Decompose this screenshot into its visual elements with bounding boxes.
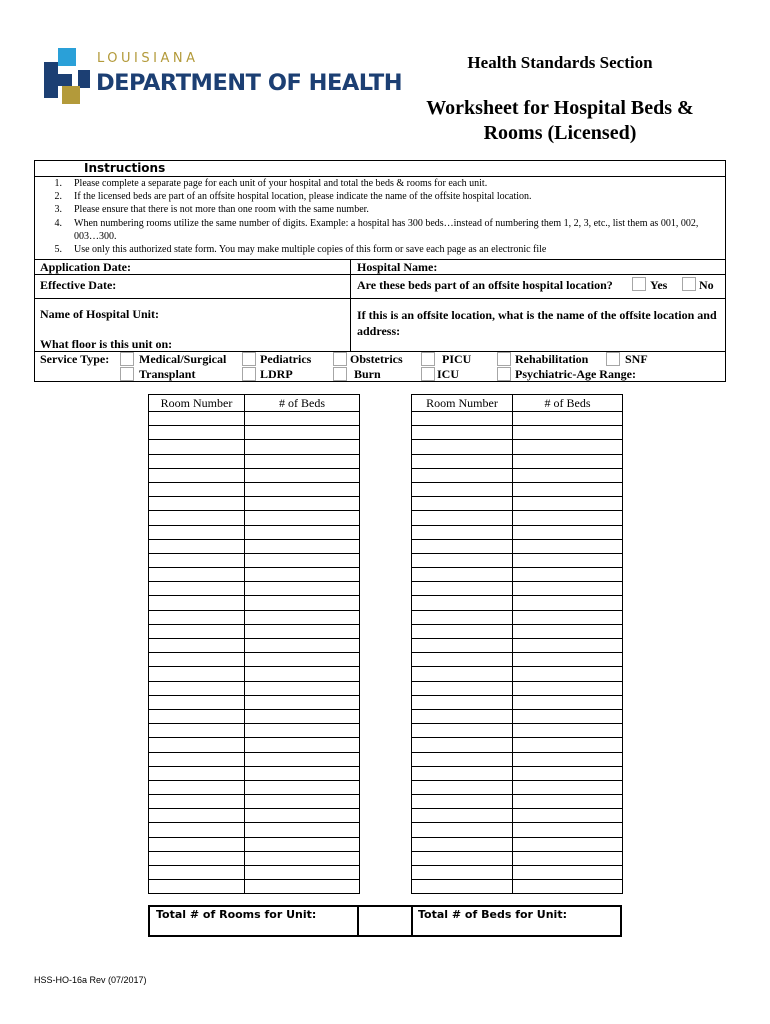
table-row	[149, 639, 360, 653]
service-type-label: Service Type:	[40, 352, 110, 366]
room-number-cell[interactable]	[149, 667, 245, 681]
room-number-cell[interactable]	[412, 539, 513, 553]
beds-cell[interactable]	[245, 795, 360, 809]
application-date-field[interactable]: Application Date:	[40, 260, 131, 274]
pediatrics-label: Pediatrics	[260, 352, 312, 366]
table-row	[149, 440, 360, 454]
beds-cell[interactable]	[245, 681, 360, 695]
beds-cell[interactable]	[513, 482, 623, 496]
beds-cell[interactable]	[245, 539, 360, 553]
logo-state-text: LOUISIANA	[97, 51, 199, 66]
room-number-cell[interactable]	[412, 624, 513, 638]
table-row	[149, 624, 360, 638]
table-row	[412, 511, 623, 525]
room-number-cell[interactable]	[412, 511, 513, 525]
total-rooms-input[interactable]	[357, 905, 413, 937]
room-number-cell[interactable]	[149, 709, 245, 723]
room-number-cell[interactable]	[412, 880, 513, 894]
room-number-cell[interactable]	[149, 766, 245, 780]
room-number-cell[interactable]	[412, 851, 513, 865]
beds-cell[interactable]	[245, 582, 360, 596]
table-row	[412, 667, 623, 681]
offsite-name-field[interactable]: If this is an offsite location, what is the name of the offsite location and address:	[357, 308, 717, 338]
rehabilitation-label: Rehabilitation	[515, 352, 589, 366]
table-row	[412, 582, 623, 596]
room-number-cell[interactable]	[412, 596, 513, 610]
total-rooms-label: Total # of Rooms for Unit:	[156, 908, 317, 921]
table-row	[412, 497, 623, 511]
beds-cell[interactable]	[245, 695, 360, 709]
beds-cell[interactable]	[245, 497, 360, 511]
room-number-cell[interactable]	[412, 667, 513, 681]
room-number-cell[interactable]	[149, 412, 245, 426]
room-number-cell[interactable]	[412, 582, 513, 596]
table-row	[149, 426, 360, 440]
beds-cell[interactable]	[513, 639, 623, 653]
room-number-cell[interactable]	[412, 809, 513, 823]
room-number-cell[interactable]	[149, 468, 245, 482]
instruction-item: 5. Use only this authorized state form. You may make multiple copies of this form or save each page as an electronic file	[54, 244, 547, 256]
burn-checkbox[interactable]	[333, 367, 347, 381]
table-row	[149, 766, 360, 780]
table-row	[412, 738, 623, 752]
beds-cell[interactable]	[513, 667, 623, 681]
beds-cell[interactable]	[513, 412, 623, 426]
beds-cell[interactable]	[513, 724, 623, 738]
room-number-cell[interactable]	[149, 568, 245, 582]
beds-cell[interactable]	[245, 709, 360, 723]
room-number-cell[interactable]	[149, 738, 245, 752]
table-row	[412, 596, 623, 610]
table-row	[149, 880, 360, 894]
beds-cell[interactable]	[513, 468, 623, 482]
beds-cell[interactable]	[245, 511, 360, 525]
document-title	[400, 96, 720, 146]
table-row	[149, 468, 360, 482]
table-row	[412, 426, 623, 440]
room-number-cell[interactable]	[149, 482, 245, 496]
room-number-cell[interactable]	[412, 795, 513, 809]
beds-cell[interactable]	[513, 681, 623, 695]
beds-cell[interactable]	[245, 866, 360, 880]
table-row	[149, 412, 360, 426]
total-beds-label: Total # of Beds for Unit:	[418, 908, 567, 921]
table-row	[412, 851, 623, 865]
room-number-cell[interactable]	[149, 624, 245, 638]
room-number-cell[interactable]	[149, 880, 245, 894]
table-row	[412, 709, 623, 723]
room-number-cell[interactable]	[149, 639, 245, 653]
table-row	[412, 780, 623, 794]
table-row	[412, 539, 623, 553]
picu-checkbox[interactable]	[421, 352, 435, 366]
document-title-line2: Rooms (Licensed)	[483, 122, 637, 144]
room-number-cell[interactable]	[149, 610, 245, 624]
table-row	[412, 752, 623, 766]
offsite-no-checkbox[interactable]	[682, 277, 696, 291]
table-row	[412, 809, 623, 823]
room-number-cell[interactable]	[149, 780, 245, 794]
beds-cell[interactable]	[513, 695, 623, 709]
snf-checkbox[interactable]	[606, 352, 620, 366]
room-number-cell[interactable]	[412, 752, 513, 766]
ldrp-checkbox[interactable]	[242, 367, 256, 381]
transplant-label: Transplant	[139, 367, 196, 381]
logo-gold-block	[62, 86, 80, 104]
beds-cell[interactable]	[513, 511, 623, 525]
table-row	[412, 695, 623, 709]
divider	[350, 259, 351, 351]
table-row	[412, 766, 623, 780]
room-number-cell[interactable]	[412, 568, 513, 582]
room-number-cell[interactable]	[412, 482, 513, 496]
beds-cell[interactable]	[245, 454, 360, 468]
floor-field[interactable]: What floor is this unit on:	[40, 337, 173, 351]
table-row	[149, 809, 360, 823]
room-number-cell[interactable]	[412, 525, 513, 539]
room-number-cell[interactable]	[412, 412, 513, 426]
beds-cell[interactable]	[513, 454, 623, 468]
table-row	[149, 752, 360, 766]
beds-cell[interactable]	[513, 525, 623, 539]
room-number-cell[interactable]	[149, 851, 245, 865]
beds-cell[interactable]	[245, 553, 360, 567]
offsite-no-label: No	[699, 278, 714, 292]
table-row	[412, 795, 623, 809]
beds-cell[interactable]	[513, 553, 623, 567]
table-row	[149, 837, 360, 851]
hospital-name-field[interactable]: Hospital Name:	[357, 260, 438, 274]
beds-cell[interactable]	[245, 823, 360, 837]
room-number-cell[interactable]	[149, 823, 245, 837]
beds-cell[interactable]	[245, 667, 360, 681]
instruction-item: 3. Please ensure that there is not more than one room with the same number.	[54, 204, 369, 216]
table-row	[149, 695, 360, 709]
instructions-list	[34, 177, 726, 256]
beds-cell[interactable]	[245, 412, 360, 426]
transplant-checkbox[interactable]	[120, 367, 134, 381]
room-number-cell[interactable]	[412, 440, 513, 454]
beds-cell[interactable]	[245, 724, 360, 738]
table-row	[412, 823, 623, 837]
room-table-right	[411, 394, 623, 894]
room-number-cell[interactable]	[149, 511, 245, 525]
table-row	[412, 610, 623, 624]
beds-cell[interactable]	[513, 653, 623, 667]
beds-cell[interactable]	[513, 851, 623, 865]
table-row	[412, 553, 623, 567]
table-row	[149, 681, 360, 695]
beds-cell[interactable]	[245, 596, 360, 610]
room-number-cell[interactable]	[149, 553, 245, 567]
beds-cell[interactable]	[513, 837, 623, 851]
snf-label: SNF	[625, 352, 648, 366]
room-number-cell[interactable]	[149, 795, 245, 809]
room-table-left	[148, 394, 360, 894]
room-number-cell[interactable]	[412, 553, 513, 567]
icu-label: ICU	[437, 367, 460, 381]
table-row	[149, 553, 360, 567]
room-number-cell[interactable]	[149, 809, 245, 823]
psychiatric-checkbox[interactable]	[497, 367, 511, 381]
room-number-cell[interactable]	[412, 639, 513, 653]
room-number-cell[interactable]	[412, 426, 513, 440]
room-number-cell[interactable]	[149, 582, 245, 596]
table-row	[412, 724, 623, 738]
table-row	[149, 582, 360, 596]
table-row	[149, 780, 360, 794]
room-number-cell[interactable]	[149, 866, 245, 880]
table-row	[149, 653, 360, 667]
beds-cell[interactable]	[245, 752, 360, 766]
room-number-cell[interactable]	[412, 866, 513, 880]
table-row	[149, 454, 360, 468]
table-row	[149, 511, 360, 525]
obstetrics-label: Obstetrics	[350, 352, 403, 366]
room-number-cell[interactable]	[149, 724, 245, 738]
room-number-cell[interactable]	[412, 468, 513, 482]
room-number-header: Room Number	[149, 395, 245, 412]
room-number-cell[interactable]	[149, 596, 245, 610]
room-number-cell[interactable]	[149, 539, 245, 553]
room-number-cell[interactable]	[412, 766, 513, 780]
offsite-yes-checkbox[interactable]	[632, 277, 646, 291]
room-number-cell[interactable]	[412, 738, 513, 752]
beds-cell[interactable]	[513, 809, 623, 823]
room-number-cell[interactable]	[412, 695, 513, 709]
beds-cell[interactable]	[245, 639, 360, 653]
beds-cell[interactable]	[513, 497, 623, 511]
section-title: Health Standards Section	[467, 53, 653, 72]
room-number-cell[interactable]	[412, 724, 513, 738]
room-number-cell[interactable]	[412, 709, 513, 723]
table-row	[149, 738, 360, 752]
beds-cell[interactable]	[245, 837, 360, 851]
room-number-cell[interactable]	[149, 454, 245, 468]
icu-checkbox[interactable]	[421, 367, 435, 381]
beds-cell[interactable]	[513, 610, 623, 624]
obstetrics-checkbox[interactable]	[333, 352, 347, 366]
table-row	[412, 468, 623, 482]
beds-cell[interactable]	[513, 866, 623, 880]
beds-cell[interactable]	[513, 766, 623, 780]
table-row	[149, 795, 360, 809]
instruction-item: 4. When numbering rooms utilize the same number of digits. Example: a hospital has 300 beds…instead of numbering them 1, 2, 3, etc., list them as 001, 002, 003…300.	[54, 217, 699, 242]
beds-cell[interactable]	[245, 738, 360, 752]
beds-cell[interactable]	[513, 539, 623, 553]
instruction-item: 1. Please complete a separate page for each unit of your hospital and total the beds & rooms for each unit.	[54, 178, 488, 189]
offsite-question: Are these beds part of an offsite hospital location?	[357, 278, 613, 292]
table-row	[149, 610, 360, 624]
beds-cell[interactable]	[245, 809, 360, 823]
beds-cell[interactable]	[245, 426, 360, 440]
burn-label: Burn	[354, 367, 381, 381]
beds-cell[interactable]	[245, 780, 360, 794]
ldrp-label: LDRP	[260, 367, 293, 381]
divider	[34, 274, 726, 275]
table-row	[412, 525, 623, 539]
room-number-cell[interactable]	[149, 525, 245, 539]
room-number-cell[interactable]	[149, 440, 245, 454]
table-row	[149, 539, 360, 553]
beds-cell[interactable]	[513, 624, 623, 638]
beds-cell[interactable]	[513, 568, 623, 582]
beds-cell[interactable]	[245, 851, 360, 865]
beds-cell[interactable]	[513, 426, 623, 440]
beds-cell[interactable]	[245, 880, 360, 894]
medical-surgical-label: Medical/Surgical	[139, 352, 227, 366]
room-number-cell[interactable]	[412, 837, 513, 851]
beds-cell[interactable]	[513, 596, 623, 610]
table-row	[412, 412, 623, 426]
beds-cell[interactable]	[513, 823, 623, 837]
logo-blue-block	[58, 48, 76, 66]
table-row	[149, 866, 360, 880]
room-number-cell[interactable]	[149, 752, 245, 766]
table-row	[149, 709, 360, 723]
document-title-line1: Worksheet for Hospital Beds &	[426, 97, 694, 119]
table-row	[412, 681, 623, 695]
room-number-cell[interactable]	[412, 497, 513, 511]
logo-department-text: DEPARTMENT OF HEALTH	[96, 70, 403, 96]
beds-cell[interactable]	[245, 653, 360, 667]
room-number-cell[interactable]	[412, 823, 513, 837]
medical-surgical-checkbox[interactable]	[120, 352, 134, 366]
psychiatric-label: Psychiatric-Age Range:	[515, 367, 636, 381]
table-row	[412, 653, 623, 667]
table-row	[149, 596, 360, 610]
beds-cell[interactable]	[245, 766, 360, 780]
table-row	[412, 837, 623, 851]
table-row	[412, 454, 623, 468]
room-number-cell[interactable]	[412, 653, 513, 667]
table-row	[149, 482, 360, 496]
beds-cell[interactable]	[245, 610, 360, 624]
beds-cell[interactable]	[513, 582, 623, 596]
room-number-cell[interactable]	[149, 681, 245, 695]
beds-cell[interactable]	[245, 482, 360, 496]
beds-cell[interactable]	[513, 709, 623, 723]
table-row	[149, 568, 360, 582]
unit-name-field[interactable]: Name of Hospital Unit:	[40, 307, 159, 321]
beds-cell[interactable]	[245, 624, 360, 638]
beds-header: # of Beds	[245, 395, 360, 412]
room-number-cell[interactable]	[149, 653, 245, 667]
beds-cell[interactable]	[245, 525, 360, 539]
room-number-cell[interactable]	[149, 837, 245, 851]
room-number-cell[interactable]	[412, 780, 513, 794]
table-row	[149, 667, 360, 681]
room-number-cell[interactable]	[412, 681, 513, 695]
table-row	[149, 497, 360, 511]
table-row	[149, 525, 360, 539]
beds-cell[interactable]	[513, 440, 623, 454]
beds-cell[interactable]	[245, 440, 360, 454]
instructions-heading: Instructions	[84, 161, 166, 175]
table-row	[412, 880, 623, 894]
beds-cell[interactable]	[513, 795, 623, 809]
table-row	[149, 823, 360, 837]
room-number-cell[interactable]	[412, 454, 513, 468]
room-number-cell[interactable]	[149, 426, 245, 440]
form-number: HSS-HO-16a Rev (07/2017)	[34, 975, 147, 985]
table-row	[412, 440, 623, 454]
room-number-cell[interactable]	[412, 610, 513, 624]
table-row	[412, 866, 623, 880]
table-row	[412, 482, 623, 496]
room-number-cell[interactable]	[149, 497, 245, 511]
pediatrics-checkbox[interactable]	[242, 352, 256, 366]
offsite-yes-label: Yes	[650, 278, 668, 292]
divider	[34, 298, 726, 299]
beds-cell[interactable]	[513, 738, 623, 752]
beds-cell[interactable]	[513, 752, 623, 766]
table-row	[412, 568, 623, 582]
room-number-header: Room Number	[412, 395, 513, 412]
table-row	[412, 639, 623, 653]
beds-cell[interactable]	[245, 468, 360, 482]
beds-header: # of Beds	[513, 395, 623, 412]
beds-cell[interactable]	[513, 880, 623, 894]
logo-navy-right	[78, 70, 90, 88]
table-row	[412, 624, 623, 638]
table-row	[149, 724, 360, 738]
room-number-cell[interactable]	[149, 695, 245, 709]
beds-cell[interactable]	[245, 568, 360, 582]
picu-label: PICU	[442, 352, 472, 366]
table-row	[149, 851, 360, 865]
rehabilitation-checkbox[interactable]	[497, 352, 511, 366]
instruction-item: 2. If the licensed beds are part of an offsite hospital location, please indicate the name of the offsite hospital location.	[54, 191, 532, 203]
effective-date-field[interactable]: Effective Date:	[40, 278, 117, 292]
beds-cell[interactable]	[513, 780, 623, 794]
